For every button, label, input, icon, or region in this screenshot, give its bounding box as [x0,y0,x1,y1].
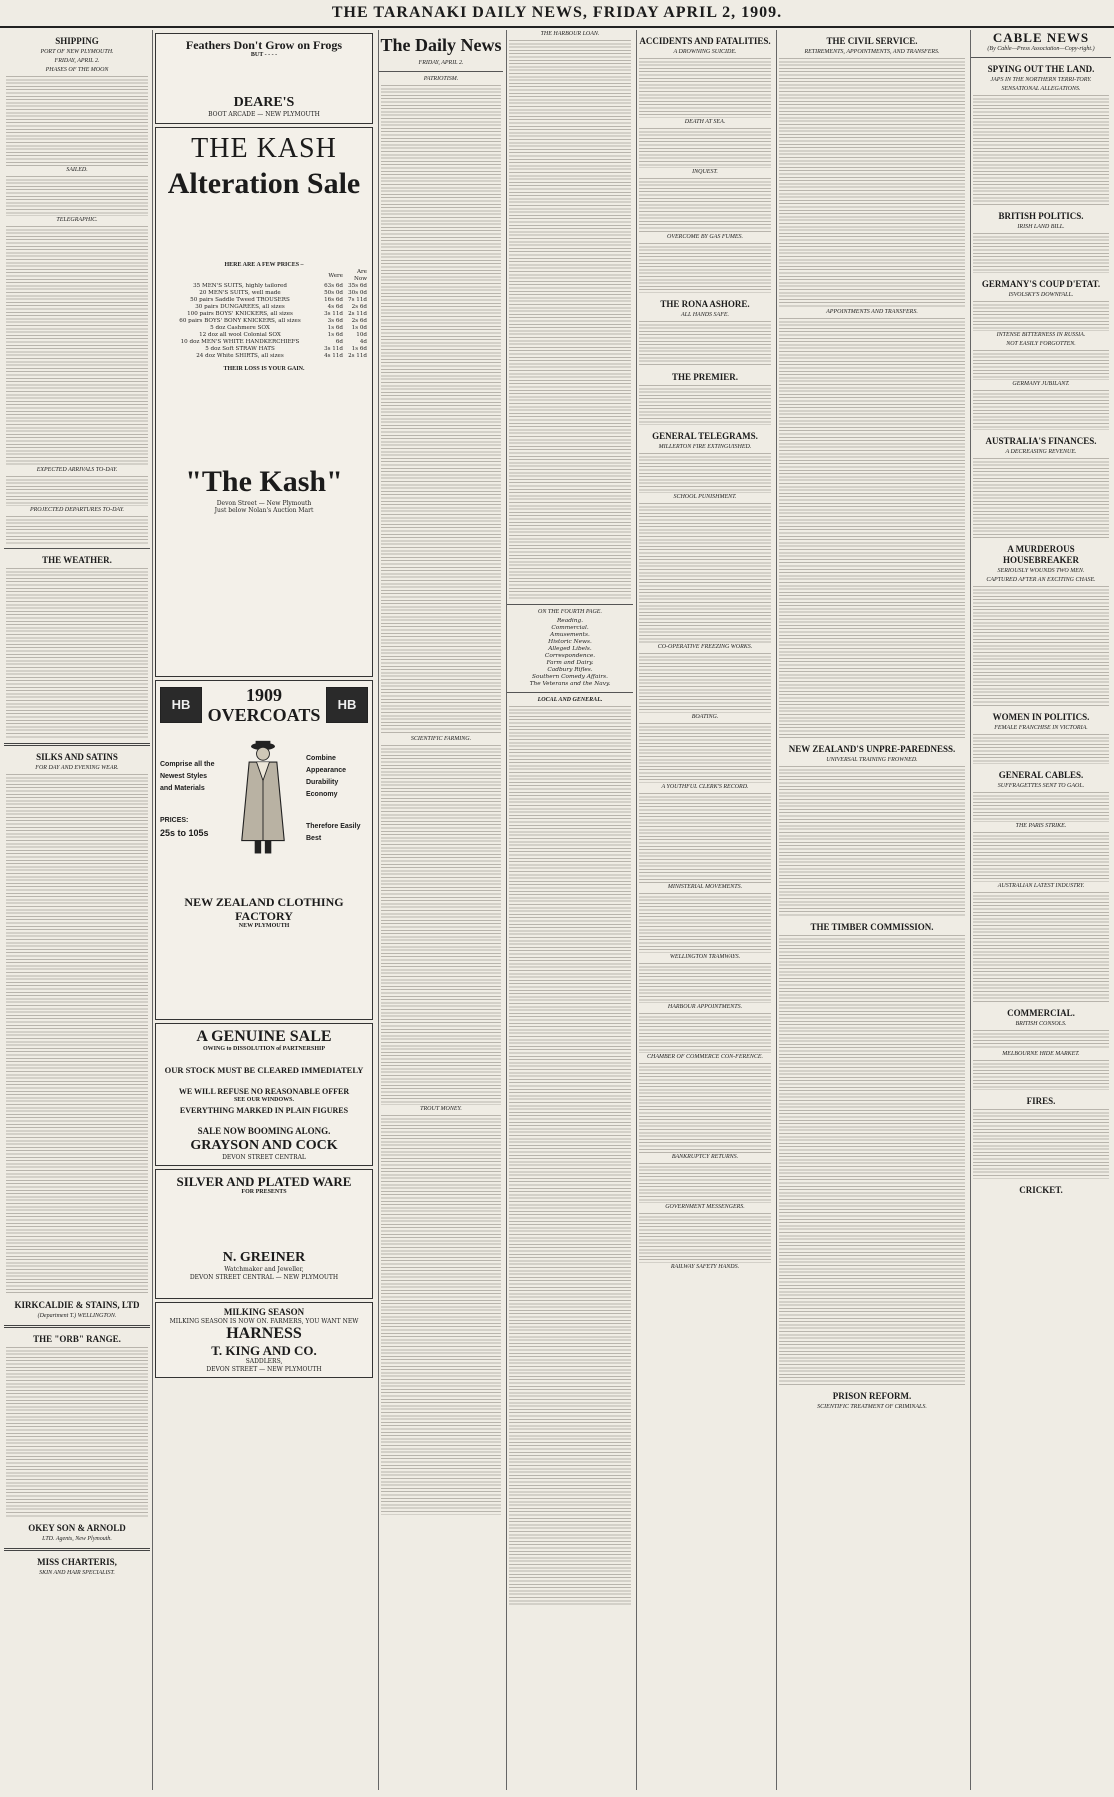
tramways-heading: WELLINGTON TRAMWAYS. [669,954,741,960]
price-row [160,346,368,353]
okey-heading: OKEY SON & ARNOLD [28,1523,126,1533]
fires-heading: FIRES. [1026,1096,1056,1106]
price-now: 2s 6d [351,318,367,325]
australian-industry-heading: AUSTRALIAN LATEST INDUSTRY. [997,883,1085,889]
british-politics-heading: BRITISH POLITICS. [998,211,1084,221]
freezing-works-heading: CO-OPERATIVE FREEZING WORKS. [657,644,753,650]
kirkcaldie-subheading: (Department T.) WELLINGTON. [37,1313,117,1319]
germany-heading: GERMANY'S COUP D'ETAT. [981,279,1101,289]
forgotten-heading: NOT EASILY FORGOTTEN. [1006,341,1076,347]
body-text-block [639,1163,771,1203]
isvolsky-heading: ISVOLSKY'S DOWNFALL. [1008,292,1074,298]
hide-market-heading: MELBOURNE HIDE MARKET. [1002,1051,1080,1057]
prison-reform-heading: PRISON REFORM. [832,1391,912,1401]
hb-logo-left: HB [160,687,202,723]
column-editorial [378,30,503,1790]
body-text-block [973,792,1109,822]
body-text-block [381,85,501,735]
greiner-address: DEVON STREET CENTRAL — NEW PLYMOUTH [189,1273,339,1281]
school-punishment-heading: SCHOOL PUNISHMENT. [673,494,737,500]
silks-subheading: FOR DAY AND EVENING WEAR. [35,765,119,771]
wounds-heading: SERIOUSLY WOUNDS TWO MEN. [997,568,1085,574]
price-list [160,269,368,360]
price-row [160,297,368,304]
inquest-heading: INQUEST. [692,169,718,175]
boating-heading: BOATING. [691,714,719,720]
price-item: 5 doz Cashmere SOX [210,325,270,332]
expected-heading: EXPECTED ARRIVALS TO-DAY. [36,467,118,473]
fourth-page-item: Southern Comedy Affairs. [532,674,608,680]
kash-location: Just below Nolan's Auction Mart [214,507,314,515]
body-text-block [779,766,965,916]
nzcf-name: NEW ZEALAND CLOTHING FACTORY [184,894,344,923]
body-text-block [973,1030,1109,1050]
weather-heading: THE WEATHER. [42,555,112,565]
price-now: 30s 0d [348,290,367,297]
body-text-block [639,653,771,713]
body-text-block [639,1013,771,1053]
greiner-name: N. GREINER [222,1250,306,1266]
column-civil-service [776,30,967,1790]
price-now: 2s 11d [348,311,367,318]
port-heading: PORT OF NEW PLYMOUTH. [40,49,114,55]
projected-heading: PROJECTED DEPARTURES TO-DAY. [29,507,125,513]
suffragettes-heading: SUFFRAGETTES SENT TO GAOL. [997,783,1085,789]
sensational-heading: SENSATIONAL ALLEGATIONS. [1001,86,1081,92]
cricket-heading: CRICKET. [1019,1185,1063,1195]
fourth-page-item: Historic News. [548,639,592,645]
price-item: 12 doz all wool Colonial SOX [199,332,281,339]
body-text-block [509,40,631,600]
body-text-block [973,586,1109,706]
orb-heading: THE "ORB" RANGE. [33,1334,121,1344]
chamber-heading: CHAMBER OF COMMERCE CON-FERENCE. [647,1054,763,1060]
cable-news-subheading: (By Cable—Press Association—Copy-right.) [987,46,1095,52]
general-cables-heading: GENERAL CABLES. [998,770,1084,780]
fourth-page-item: Correspondence. [544,653,596,659]
price-row [160,304,368,311]
body-text-block [6,76,148,166]
body-text-block [973,233,1109,273]
price-item: 35 MEN'S SUITS, highly tailored [193,283,287,290]
price-now: 1s 0d [351,325,367,332]
body-text-block [973,1060,1109,1090]
all-hands-heading: ALL HANDS SAFE. [680,312,730,318]
price-were: 4s 6d [327,304,343,311]
refuse-text: WE WILL REFUSE NO REASONABLE OFFER [178,1087,350,1097]
price-were: 4s 11d [324,353,343,360]
man-in-overcoat-illustration [228,739,298,859]
deares-ad [155,33,373,124]
price-now: 10d [356,332,367,339]
civil-service-subheading: RETIREMENTS, APPOINTMENTS, AND TRANSFERS. [804,49,940,55]
are-now-header: Are Now [353,269,367,283]
spying-heading: SPYING OUT THE LAND. [987,64,1095,74]
were-header: Were [328,272,343,279]
windows-text: SEE OUR WINDOWS. [233,1097,295,1104]
price-now: 35s 6d [348,283,367,290]
body-text-block [639,893,771,953]
price-were: 3s 11d [324,311,343,318]
genuine-sale-title: A GENUINE SALE [196,1027,332,1045]
consols-heading: BRITISH CONSOLS. [1015,1021,1067,1027]
ministerial-heading: MINISTERIAL MOVEMENTS. [667,884,743,890]
price-were: 6d [335,339,343,346]
messengers-heading: GOVERNMENT MESSENGERS. [665,1204,745,1210]
harness-title: HARNESS [226,1325,302,1343]
local-general-heading: LOCAL AND GENERAL. [537,697,603,703]
body-text-block [639,243,771,293]
price-row [160,283,368,290]
price-item: 100 pairs BOYS' KNICKERS, all sizes [187,311,293,318]
column-cable-news [970,30,1111,1790]
body-text-block [6,516,148,544]
body-text-block [779,318,965,738]
body-text-block [973,734,1109,764]
price-row [160,332,368,339]
column-local [506,30,633,1790]
deares-name: DEARE'S [233,95,295,111]
body-text-block [973,95,1109,205]
body-text-block [779,935,965,1385]
price-were: 3s 6d [327,318,343,325]
trout-heading: TROUT MONEY. [420,1106,462,1112]
sailed-heading: SAILED. [66,167,88,173]
revenue-heading: A DECREASING REVENUE. [1005,449,1077,455]
body-text-block [6,568,148,738]
kash-title: THE KASH [191,132,337,164]
silver-title: SILVER AND PLATED WARE [176,1174,352,1190]
therefore-text: Therefore Easily Best [306,822,361,842]
hb-logo-right: HB [326,687,368,723]
kash-ad [155,127,373,677]
price-now: 4d [359,339,367,346]
column-advertisements [152,30,375,1790]
body-text-block [973,350,1109,380]
bankruptcy-heading: BANKRUPTCY RETURNS. [671,1154,739,1160]
body-text-block [973,1109,1109,1179]
milking-text: MILKING SEASON IS NOW ON. FARMERS, YOU WANT NEW [169,1318,359,1326]
body-text-block [973,390,1109,430]
price-were: 1s 6d [327,325,343,332]
rona-heading: THE RONA ASHORE. [660,299,750,309]
price-row [160,290,368,297]
prison-reform-subheading: SCIENTIFIC TREATMENT OF CRIMINALS. [817,1404,927,1410]
general-telegrams-heading: GENERAL TELEGRAMS. [652,431,758,441]
patriotism-heading: PATRIOTISM. [423,76,459,82]
paris-strike-heading: THE PARIS STRIKE. [1015,823,1067,829]
okey-subheading: LTD. Agents, New Plymouth. [42,1536,112,1542]
harbour-appointments-heading: HARBOUR APPOINTMENTS. [667,1004,743,1010]
deares-address: BOOT ARCADE — NEW PLYMOUTH [208,111,320,119]
body-text-block [973,892,1109,1002]
commercial-heading: COMMERCIAL. [1007,1008,1075,1018]
body-text-block [509,706,631,1606]
king-trade: SADDLERS, [245,1358,283,1366]
fourth-page-item: Reading. [556,618,584,624]
dissolution-text: OWING to DISSOLUTION of PARTNERSHIP [202,1045,326,1052]
kash-address: Devon Street — New Plymouth [216,499,312,507]
cable-news-heading: CABLE NEWS [992,30,1090,45]
body-text-block [6,176,148,216]
body-text-block [973,458,1109,538]
charteris-heading: MISS CHARTERIS, [37,1557,117,1567]
death-sea-heading: DEATH AT SEA. [684,119,726,125]
grayson-address: DEVON STREET CENTRAL [222,1153,306,1161]
body-text-block [381,1115,501,1515]
price-row [160,339,368,346]
australia-finances-heading: AUSTRALIA'S FINANCES. [985,436,1097,446]
price-row [160,353,368,360]
harness-ad [155,1302,373,1378]
jubilant-heading: GERMANY JUBILANT. [1012,381,1070,387]
clerks-record-heading: A YOUTHFUL CLERK'S RECORD. [661,784,749,790]
the-kash-name: "The Kash" [185,464,343,498]
milking-title: MILKING SEASON [223,1307,305,1318]
feathers-headline: Feathers Don't Grow on Frogs [185,38,343,52]
irish-land-heading: IRISH LAND BILL. [1017,224,1065,230]
millerton-heading: MILLERTON FIRE EXTINGUISHED. [658,444,752,450]
body-text-block [639,503,771,643]
body-text-block [779,58,965,308]
price-item: 20 MEN'S SUITS, well made [199,290,281,297]
body-text-block [639,453,771,493]
body-text-block [639,178,771,233]
price-item: 60 pairs BOYS' BONY KNICKERS, all sizes [179,318,301,325]
railway-heading: RAILWAY SAFETY HANDS. [670,1264,740,1270]
premier-heading: THE PREMIER. [671,372,738,382]
daily-news-flag: The Daily News [380,35,502,55]
fourth-page-item: Amusements. [550,632,590,638]
body-text-block [639,723,771,783]
prices-label: PRICES: [160,816,189,824]
harbour-loan-heading: THE HARBOUR LOAN. [540,31,600,37]
gas-fumes-heading: OVERCOME BY GAS FUMES. [667,234,743,240]
appointments-heading: APPOINTMENTS AND TRANSFERS. [826,309,918,315]
overcoats-year: 1909 [246,684,282,705]
price-now: 2s 11d [348,353,367,360]
price-row [160,311,368,318]
body-text-block [973,301,1109,331]
women-politics-heading: WOMEN IN POLITICS. [992,712,1090,722]
booming-text: SALE NOW BOOMING ALONG. [197,1125,331,1136]
price-were: 1s 6d [327,332,343,339]
timber-heading: THE TIMBER COMMISSION. [810,922,934,932]
comprise-text: Comprise all the Newest Styles and Materials [160,760,215,792]
king-name: T. KING AND CO. [211,1343,317,1359]
genuine-sale-ad [155,1023,373,1166]
grayson-name: GRAYSON AND COCK [190,1137,338,1153]
greiner-ad [155,1169,373,1299]
body-text-block [6,226,148,466]
plain-figures-text: EVERYTHING MARKED IN PLAIN FIGURES [179,1105,349,1115]
few-prices-heading: HERE ARE A FEW PRICES – [224,261,304,268]
prices-range: 25s to 105s [160,827,209,838]
universal-training-heading: UNIVERSAL TRAINING FROWNED. [826,757,918,763]
greiner-trade: Watchmaker and Jeweller, [224,1266,304,1274]
price-row [160,325,368,332]
kirkcaldie-heading: KIRKCALDIE & STAINS, LTD [14,1300,140,1310]
silks-heading: SILKS AND SATINS [36,752,118,762]
price-were: 3s 11d [324,346,343,353]
body-text-block [639,963,771,1003]
civil-service-heading: THE CIVIL SERVICE. [826,36,918,46]
combine-text: Combine Appearance Durability Economy [306,754,347,798]
king-address: DEVON STREET — NEW PLYMOUTH [206,1365,322,1373]
editorial-date: FRIDAY, APRIL 2. [418,60,464,66]
column-accidents [636,30,773,1790]
body-text-block [639,58,771,118]
cleared-text: OUR STOCK MUST BE CLEARED IMMEDIATELY [164,1065,364,1076]
moon-heading: PHASES OF THE MOON [45,67,109,73]
presents-text: FOR PRESENTS [241,1189,287,1196]
franchise-heading: FEMALE FRANCHISE IN VICTORIA. [994,725,1088,731]
fourth-page-item: Cadbury Rifles. [547,667,593,673]
port-date: FRIDAY, APRIL 2. [54,58,100,64]
masthead: THE TARANAKI DAILY NEWS, FRIDAY APRIL 2, 1909. [0,0,1114,28]
scientific-heading: SCIENTIFIC FARMING. [410,736,472,742]
body-text-block [973,832,1109,882]
overcoats-ad [155,680,373,1020]
body-text-block [639,793,771,883]
body-text-block [381,745,501,1105]
drowning-heading: A DROWNING SUICIDE. [673,49,737,55]
fourth-page-list [507,618,633,688]
price-row [160,318,368,325]
bitterness-heading: INTENSE BITTERNESS IN RUSSIA. [996,332,1086,338]
charteris-subheading: SKIN AND HAIR SPECIALIST. [39,1570,115,1576]
fourth-page-heading: ON THE FOURTH PAGE. [538,609,602,615]
body-text-block [639,128,771,168]
price-were: 63s 6d [324,283,343,290]
price-now: 2s 6d [351,304,367,311]
fourth-page-item: Commercial. [551,625,589,631]
fourth-page-item: Farm and Dairy. [546,660,594,666]
body-text-block [6,476,148,506]
captured-heading: CAPTURED AFTER AN EXCITING CHASE. [986,577,1096,583]
overcoats-title: OVERCOATS [207,704,321,725]
price-item: 10 doz MEN'S WHITE HANDKERCHIEFS [180,339,300,346]
feathers-sub: BUT - - - - [250,52,278,58]
price-item: 50 pairs Saddle Tweed TROUSERS [190,297,290,304]
body-text-block [639,1063,771,1153]
price-were: 50s 0d [324,290,343,297]
column-shipping [4,30,150,1790]
price-item: 30 pairs DUNGAREES, all sizes [195,304,285,311]
body-text-block [6,1347,148,1517]
nzcf-town: NEW PLYMOUTH [238,922,290,929]
housebreaker-heading: A MURDEROUS HOUSEBREAKER [1002,544,1080,565]
price-now: 1s 6d [351,346,367,353]
body-text-block [6,774,148,1294]
price-item: 5 doz Soft STRAW HATS [205,346,275,353]
price-now: 7s 11d [348,297,367,304]
body-text-block [639,321,771,366]
telegraphic-heading: TELEGRAPHIC. [56,217,98,223]
kash-sale-title: Alteration Sale [167,166,361,200]
unpreparedness-heading: NEW ZEALAND'S UNPRE-PAREDNESS. [788,744,956,754]
japs-heading: JAPS IN THE NORTHERN TERRI-TORY. [990,77,1092,83]
body-text-block [639,385,771,425]
accidents-heading: ACCIDENTS AND FATALITIES. [639,36,771,46]
their-loss: THEIR LOSS IS YOUR GAIN. [223,366,305,373]
fourth-page-item: The Veterans and the Navy. [529,681,611,687]
fourth-page-item: Alleged Libels. [548,646,592,652]
price-were: 16s 6d [324,297,343,304]
shipping-heading: SHIPPING [55,36,99,46]
price-item: 24 doz White SHIRTS, all sizes [196,353,284,360]
body-text-block [639,1213,771,1263]
